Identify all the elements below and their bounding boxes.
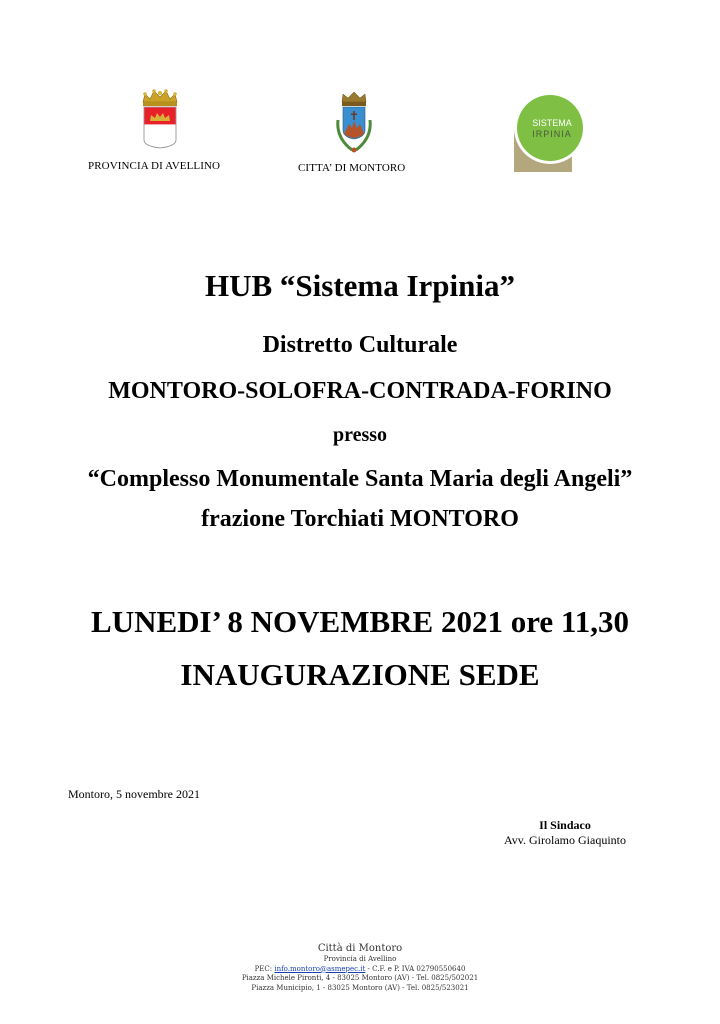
page-title: HUB “Sistema Irpinia” (204, 268, 516, 303)
pec-label: PEC: (254, 964, 275, 973)
signature-block (480, 818, 650, 848)
event-datetime: LUNEDI’ 8 NOVEMBRE 2021 ore 11,30 (91, 604, 629, 639)
provincia-avellino-logo (140, 88, 180, 152)
footer-pec-line (0, 965, 720, 975)
svg-text:SISTEMA: SISTEMA (532, 118, 572, 128)
footer (0, 943, 720, 993)
district-name: MONTORO-SOLOFRA-CONTRADA-FORINO (108, 378, 612, 404)
place-date: Montoro, 5 novembre 2021 (68, 787, 200, 801)
presso-label: presso (332, 424, 388, 446)
venue-name: “Complesso Monumentale Santa Maria degli Angeli” (87, 466, 633, 492)
footer-address-2: Piazza Municipio, 1 - 83025 Montoro (AV) - Tel. 0825/523021 (251, 983, 469, 992)
sistema-irpinia-logo-icon (510, 92, 590, 176)
sistema-irpinia-logo (510, 92, 590, 176)
citta-montoro-label: CITTA’ DI MONTORO (298, 162, 406, 174)
citta-montoro-logo (332, 90, 376, 160)
pec-email-link[interactable]: info.montoro@asmepec.it (274, 964, 366, 973)
signature-role: Il Sindaco (539, 818, 591, 832)
footer-title: Città di Montoro (317, 943, 403, 954)
tax-info: - C.F. e P. IVA 02790550640 (365, 964, 466, 973)
event-title: INAUGURAZIONE SEDE (180, 657, 540, 692)
montoro-coat-of-arms-icon (332, 90, 376, 160)
provincia-avellino-label: PROVINCIA DI AVELLINO (88, 160, 221, 172)
provincia-coat-of-arms-icon (140, 88, 180, 152)
signature-name: Avv. Girolamo Giaquinto (504, 833, 626, 847)
footer-province: Provincia di Avellino (323, 955, 397, 963)
venue-location: frazione Torchiati MONTORO (201, 506, 519, 532)
subtitle: Distretto Culturale (262, 332, 458, 358)
svg-text:IRPINIA: IRPINIA (532, 129, 572, 139)
footer-address-1: Piazza Michele Pironti, 4 - 83025 Montoro (AV) - Tel. 0825/502021 (241, 974, 479, 982)
